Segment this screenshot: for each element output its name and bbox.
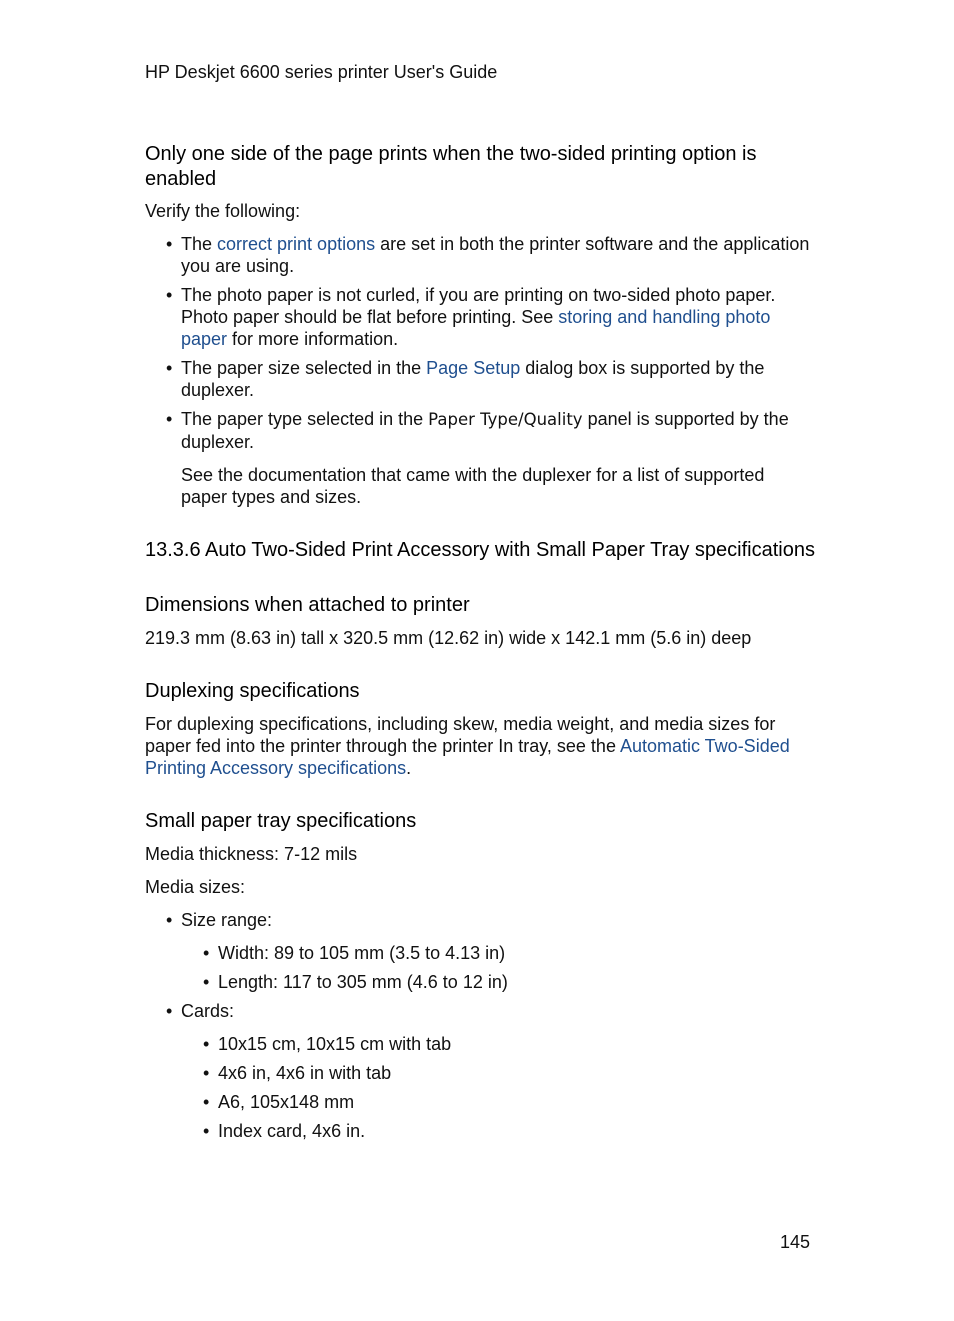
duplexing-text: For duplexing specifications, including skew, media weight, and media sizes for paper fed into the printer through the printer In tray, see the Automatic Two-Sided Printing Accessory specifications. [145, 714, 790, 778]
list-item: • Length: 117 to 305 mm (4.6 to 12 in) [181, 971, 815, 993]
auto-two-sided-specs-link[interactable]: Automatic Two-Sided Printing Accessory specifications [145, 736, 790, 778]
page-number: 145 [780, 1232, 811, 1252]
section-heading: 13.3.6 Auto Two-Sided Print Accessory with Small Paper Tray specifications [145, 539, 815, 561]
list-item: • Index card, 4x6 in. [181, 1120, 815, 1142]
list-item: • The photo paper is not curled, if you are printing on two-sided photo paper. Photo paper should be flat before printing. See storing and handling photo paper for more information. [145, 284, 815, 350]
media-sizes-list [145, 909, 815, 1142]
list-item: • Cards: • 10x15 cm, 10x15 cm with tab • 4x6 in, 4x6 in with tab • A6, 105x148 mm • Index card, 4x6 in. [145, 1000, 815, 1142]
running-header: HP Deskjet 6600 series printer User's Guide [145, 62, 498, 82]
list-item: • Size range: • Width: 89 to 105 mm (3.5 to 4.13 in) • Length: 117 to 305 mm (4.6 to 12 in) [145, 909, 815, 993]
page-setup-link[interactable]: Page Setup [426, 358, 521, 378]
list-item: • A6, 105x148 mm [181, 1091, 815, 1113]
paper-type-quality-label: Paper Type/Quality [428, 410, 583, 429]
list-item: • The paper size selected in the Page Setup dialog box is supported by the duplexer. [145, 357, 815, 401]
storing-handling-photo-paper-link[interactable]: storing and handling photo paper [181, 307, 771, 349]
correct-print-options-link[interactable]: correct print options [217, 234, 376, 254]
dimensions-text: 219.3 mm (8.63 in) tall x 320.5 mm (12.62 in) wide x 142.1 mm (5.6 in) deep [145, 628, 752, 648]
verify-list [145, 233, 815, 508]
duplexing-heading: Duplexing specifications [145, 680, 360, 702]
list-item: • Width: 89 to 105 mm (3.5 to 4.13 in) [181, 942, 815, 964]
page-content [145, 142, 815, 1149]
issue-heading: Only one side of the page prints when the two-sided printing option is enabled [145, 143, 757, 190]
media-sizes-label: Media sizes: [145, 877, 246, 897]
list-item: • The paper type selected in the Paper Type/Quality panel is supported by the duplexer. See the documentation that came with the duplexer for a list of supported paper types and sizes. [145, 408, 815, 508]
verify-intro: Verify the following: [145, 201, 301, 221]
duplexer-note: See the documentation that came with the duplexer for a list of supported paper types and sizes. [181, 465, 765, 507]
cards-list [181, 1033, 815, 1142]
media-thickness: Media thickness: 7-12 mils [145, 844, 358, 864]
list-item: • The correct print options are set in both the printer software and the application you are using. [145, 233, 815, 277]
list-item: • 4x6 in, 4x6 in with tab [181, 1062, 815, 1084]
tray-heading: Small paper tray specifications [145, 810, 417, 832]
dimensions-heading: Dimensions when attached to printer [145, 594, 470, 616]
size-range-list [181, 942, 815, 993]
list-item: • 10x15 cm, 10x15 cm with tab [181, 1033, 815, 1055]
